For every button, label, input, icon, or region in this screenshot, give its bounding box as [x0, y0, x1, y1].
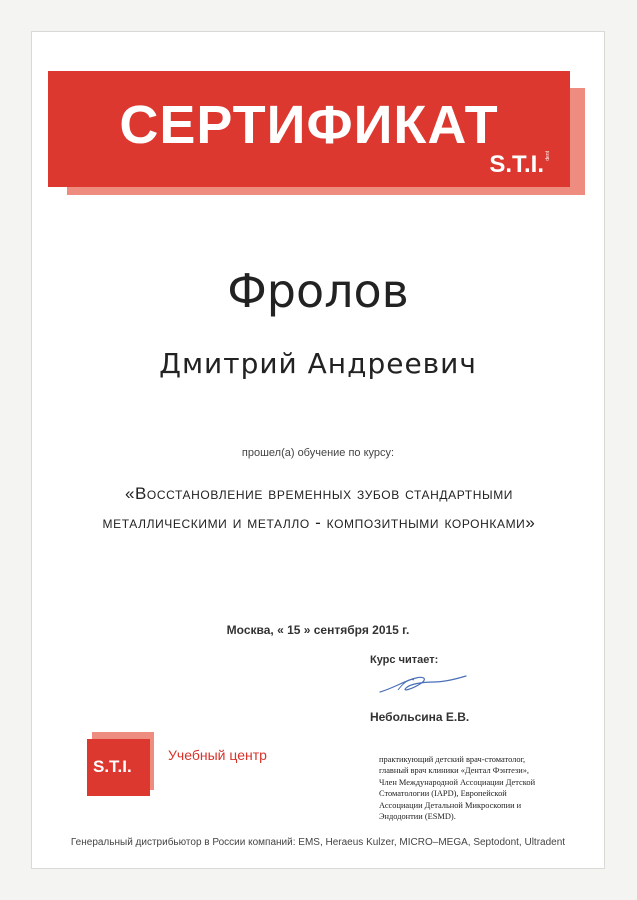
course-intro: прошел(а) обучение по курсу: [241, 447, 395, 459]
certificate-banner [48, 71, 570, 187]
lecturer-bio-line: Стоматологии (IAPD), Европейской [379, 789, 507, 799]
training-center-logo [87, 739, 150, 796]
lecturer-bio-line: главный врач клиники «Дентал Фэнтези», [379, 766, 529, 776]
lecturer-label: Курс читает: [370, 654, 439, 666]
lecturer-bio [379, 754, 579, 822]
issue-date: Москва, « 15 » сентября 2015 г. [226, 623, 410, 637]
training-center-logo-text: S.T.I. [93, 757, 132, 776]
course-title: «Восстановление временных зубов стандартными металлическими и металло - композитными коронками» [102, 484, 536, 532]
recipient-surname: Фролов [227, 264, 409, 318]
sti-logo-text: S.T.I. [489, 151, 544, 178]
sti-logo [489, 151, 551, 179]
lecturer-bio-line: Ассоциации Детальной Микроскопии и [379, 800, 522, 810]
lecturer-signature [376, 670, 468, 698]
lecturer-bio-line: Эндодонтии (ESMD). [379, 812, 456, 822]
lecturer-bio-line: практикующий детский врач-стоматолог, [379, 755, 526, 764]
recipient-name: Дмитрий Андреевич [159, 347, 477, 380]
training-center-label: Учебный центр [168, 747, 267, 763]
lecturer-bio-line: Член Международной Ассоциации Детской [379, 777, 536, 787]
certificate-title: СЕРТИФИКАТ [119, 95, 499, 155]
sti-logo-small-text: dent [545, 151, 551, 161]
certificate-page [31, 31, 605, 869]
footer-distributor: Генеральный дистрибьютор в России компаний: EMS, Heraeus Kulzer, MICRO–MEGA, Septodont, Ultradent [70, 837, 566, 848]
lecturer-name: Небольсина Е.В. [370, 710, 470, 724]
